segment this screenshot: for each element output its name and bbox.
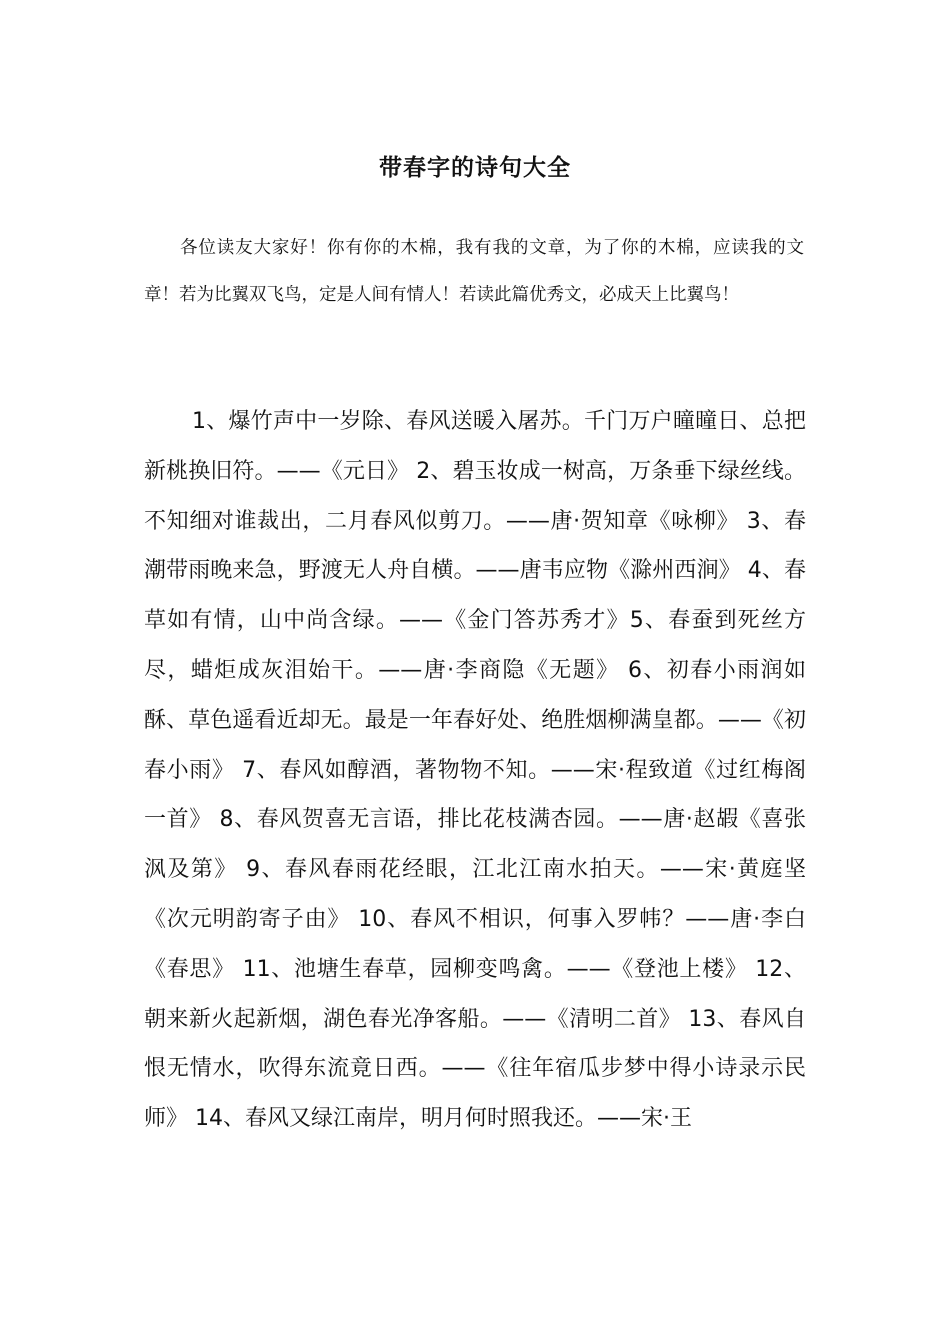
poem-list-paragraph: 1、爆竹声中一岁除、春风送暖入屠苏。千门万户曈曈日、总把新桃换旧符。——《元日》 2、碧玉妆成一树高，万条垂下绿丝线。不知细对谁裁出，二月春风似剪刀。——唐·贺知章《咏柳》 3、春潮带雨晚来急，野渡无人舟自横。——唐韦应物《滁州西涧》 4、春草如有情，山中尚含绿。——《金门答苏秀才》5、春蚕到死丝方尽，蜡炬成灰泪始干。——唐·李商隐《无题》 6、初春小雨润如酥、草色遥看近却无。最是一年春好处、绝胜烟柳满皇都。——《初春小雨》 7、春风如醇酒，著物物不知。——宋·程致道《过红梅阁一首》 8、春风贺喜无言语，排比花枝满杏园。——唐·赵嘏《喜张沨及第》 9、春风春雨花经眼，江北江南水拍天。——宋·黄庭坚《次元明韵寄子由》 10、春风不相识，何事入罗帏？——唐·李白《春思》 11、池塘生春草，园柳变鸣禽。——《登池上楼》 12、朝来新火起新烟，湖色春光净客船。——《清明二首》 13、春风自恨无情水，吹得东流竟日西。——《往年宿瓜步梦中得小诗录示民师》 14、春风又绿江南岸，明月何时照我还。——宋·王 [144, 409, 806, 1132]
document-title: 带春字的诗句大全 [379, 154, 571, 181]
intro-paragraph: 各位读友大家好！你有你的木棉，我有我的文章，为了你的木棉，应读我的文章！若为比翼双飞鸟，定是人间有情人！若读此篇优秀文，必成天上比翼鸟！ [144, 238, 804, 305]
